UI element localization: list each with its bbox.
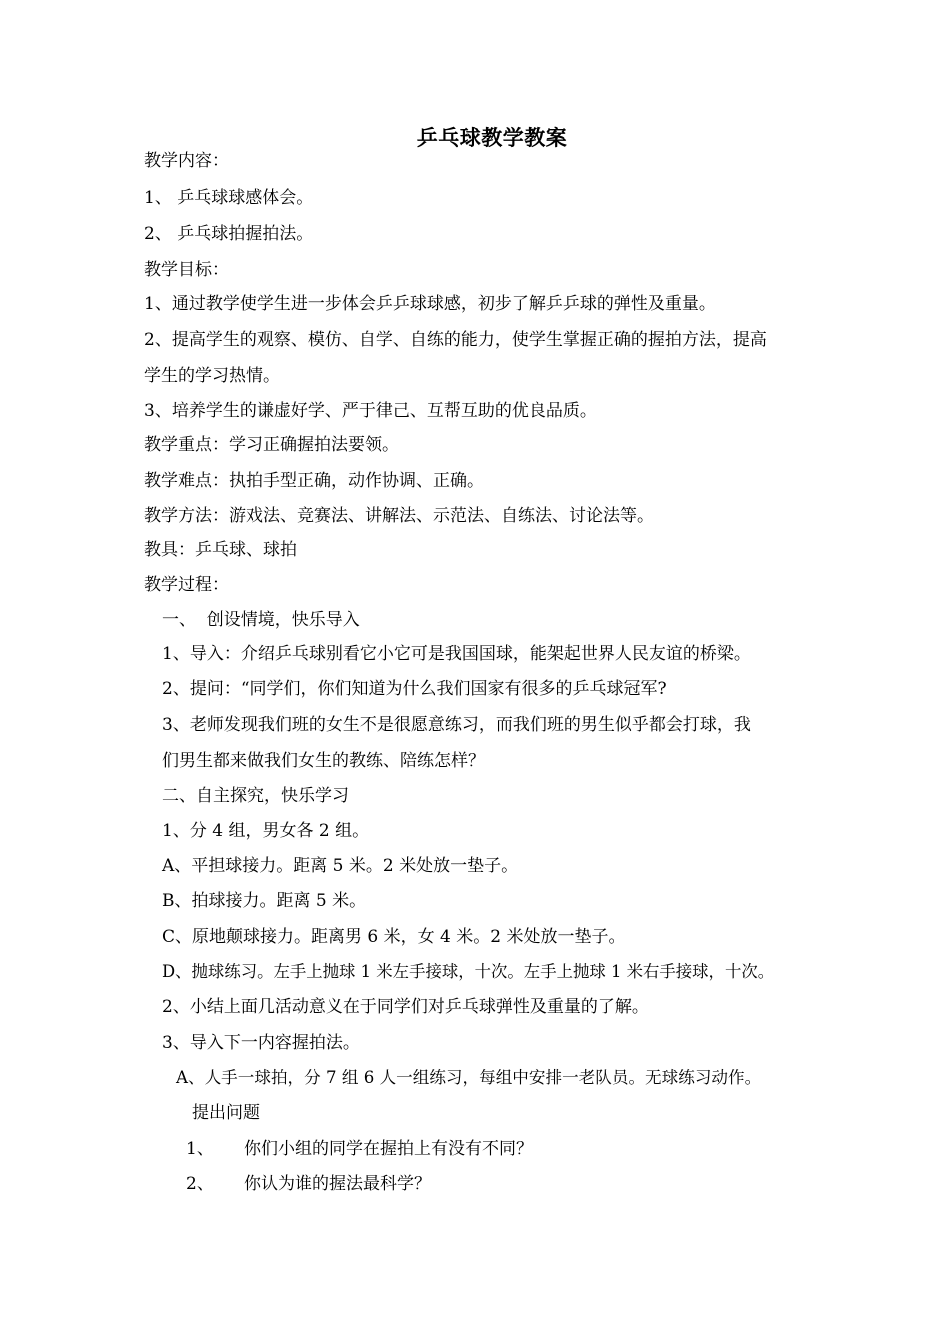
text-line: 1、 乒乓球球感体会。 <box>144 188 314 208</box>
text-line: 1、导入：介绍乒乓球别看它小它可是我国国球，能架起世界人民友谊的桥梁。 <box>162 644 751 664</box>
text-line: 1、通过教学使学生进一步体会乒乒球球感，初步了解乒乒球的弹性及重量。 <box>144 294 716 314</box>
text-line: 学生的学习热情。 <box>144 366 280 386</box>
text-line: 1、分 4 组，男女各 2 组。 <box>162 821 370 841</box>
text-line: 教具：乒乓球、球拍 <box>144 540 297 560</box>
question-text: 你们小组的同学在握拍上有没有不同？ <box>244 1139 533 1159</box>
section-heading-content: 教学内容： <box>144 151 229 171</box>
step-heading: 一、 创设情境，快乐导入 <box>162 610 360 630</box>
text-line: 教学重点：学习正确握拍法要领。 <box>144 435 399 455</box>
text-line: 2、提问：“同学们，你们知道为什么我们国家有很多的乒乓球冠军? <box>162 679 667 699</box>
text-line: 2、提高学生的观察、模仿、自学、自练的能力，使学生掌握正确的握拍方法，提高 <box>144 330 767 350</box>
text-line: 们男生都来做我们女生的教练、陪练怎样？ <box>162 751 485 771</box>
document-title: 乒乓球教学教案 <box>416 126 568 150</box>
text-line: D、抛球练习。左手上抛球 1 米左手接球，十次。左手上抛球 1 米右手接球，十次。 <box>162 962 775 981</box>
question-text: 你认为谁的握法最科学？ <box>244 1174 431 1194</box>
question-number: 1、 <box>186 1139 214 1159</box>
question-number: 2、 <box>186 1174 214 1194</box>
text-line: 提出问题 <box>192 1103 260 1123</box>
text-line: 3、培养学生的谦虚好学、严于律己、互帮互助的优良品质。 <box>144 401 597 421</box>
text-line: 3、老师发现我们班的女生不是很愿意练习，而我们班的男生似乎都会打球，我 <box>162 715 751 735</box>
text-line: 3、导入下一内容握拍法。 <box>162 1033 360 1053</box>
section-heading-goals: 教学目标： <box>144 260 229 280</box>
text-line: A、平担球接力。距离 5 米。2 米处放一垫子。 <box>162 856 519 876</box>
step-heading: 二、自主探究，快乐学习 <box>162 786 349 806</box>
text-line: 2、小结上面几活动意义在于同学们对乒乓球弹性及重量的了解。 <box>162 997 649 1017</box>
text-line: 教学难点：执拍手型正确，动作协调、正确。 <box>144 471 484 491</box>
text-line: C、原地颠球接力。距离男 6 米，女 4 米。2 米处放一垫子。 <box>162 927 626 947</box>
text-line: A、人手一球拍，分 7 组 6 人一组练习，每组中安排一老队员。无球练习动作。 <box>176 1068 762 1087</box>
section-heading-process: 教学过程： <box>144 575 229 595</box>
text-line: 2、 乒乓球拍握拍法。 <box>144 224 314 244</box>
text-line: B、拍球接力。距离 5 米。 <box>162 891 367 911</box>
text-line: 教学方法：游戏法、竞赛法、讲解法、示范法、自练法、讨论法等。 <box>144 506 654 526</box>
